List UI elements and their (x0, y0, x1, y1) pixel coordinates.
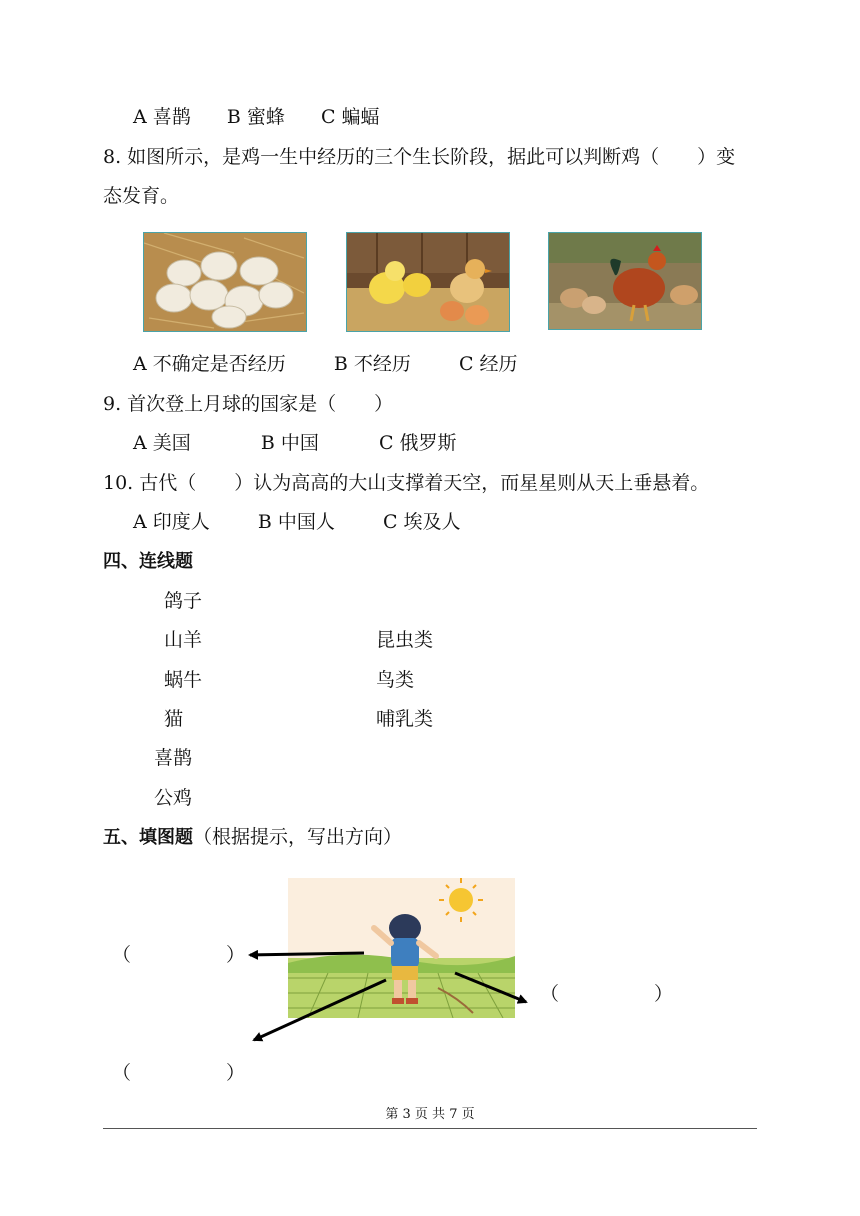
match-left-item: 山羊 (164, 629, 203, 651)
option-b: B 中国人 (257, 511, 335, 533)
match-right-item: 哺乳类 (376, 708, 434, 730)
match-left-item: 鸽子 (164, 590, 203, 612)
match-left-item: 蜗牛 (164, 669, 203, 691)
page-footer: 第 3 页 共 7 页 (385, 1107, 475, 1122)
option-a: A 印度人 (133, 511, 210, 533)
option-a: A 不确定是否经历 (133, 353, 286, 375)
arrow-right (455, 973, 526, 1002)
blank-bottom-left[interactable]: （ ） (112, 1062, 246, 1084)
option-a: A 喜鹊 (133, 106, 191, 128)
option-c: C 经历 (458, 353, 518, 375)
match-right-item: 昆虫类 (376, 629, 434, 651)
blank-right[interactable]: （ ） (540, 983, 674, 1005)
option-c: C 俄罗斯 (378, 432, 457, 454)
match-left-item: 公鸡 (154, 787, 193, 809)
option-c: C 蝙蝠 (320, 106, 380, 128)
match-left-item: 喜鹊 (154, 747, 193, 769)
option-c: C 埃及人 (382, 511, 461, 533)
option-a: A 美国 (133, 432, 191, 454)
match-left-item: 猫 (164, 708, 184, 730)
question-8-line-1: 8. 如图所示，是鸡一生中经历的三个生长阶段，据此可以判断鸡（ ）变 (103, 146, 736, 168)
match-right-item: 鸟类 (376, 669, 415, 691)
arrow-left (250, 953, 364, 955)
question-10: 10. 古代（ ）认为高高的大山支撑着天空，而星星则从天上垂悬着。 (103, 472, 710, 494)
blank-left[interactable]: （ ） (112, 944, 246, 966)
section-5-heading: 五、填图题 (103, 827, 193, 848)
option-b: B 蜜蜂 (226, 106, 285, 128)
question-8-line-2: 态发育。 (103, 185, 180, 207)
section-4-title: 四、连线题 (103, 551, 193, 572)
question-9: 9. 首次登上月球的国家是（ ） (103, 393, 394, 415)
footer-rule (103, 1128, 757, 1129)
option-b: B 不经历 (333, 353, 411, 375)
option-b: B 中国 (260, 432, 319, 454)
section-5-hint: （根据提示，写出方向） (193, 826, 403, 848)
arrow-down-left (254, 980, 386, 1040)
